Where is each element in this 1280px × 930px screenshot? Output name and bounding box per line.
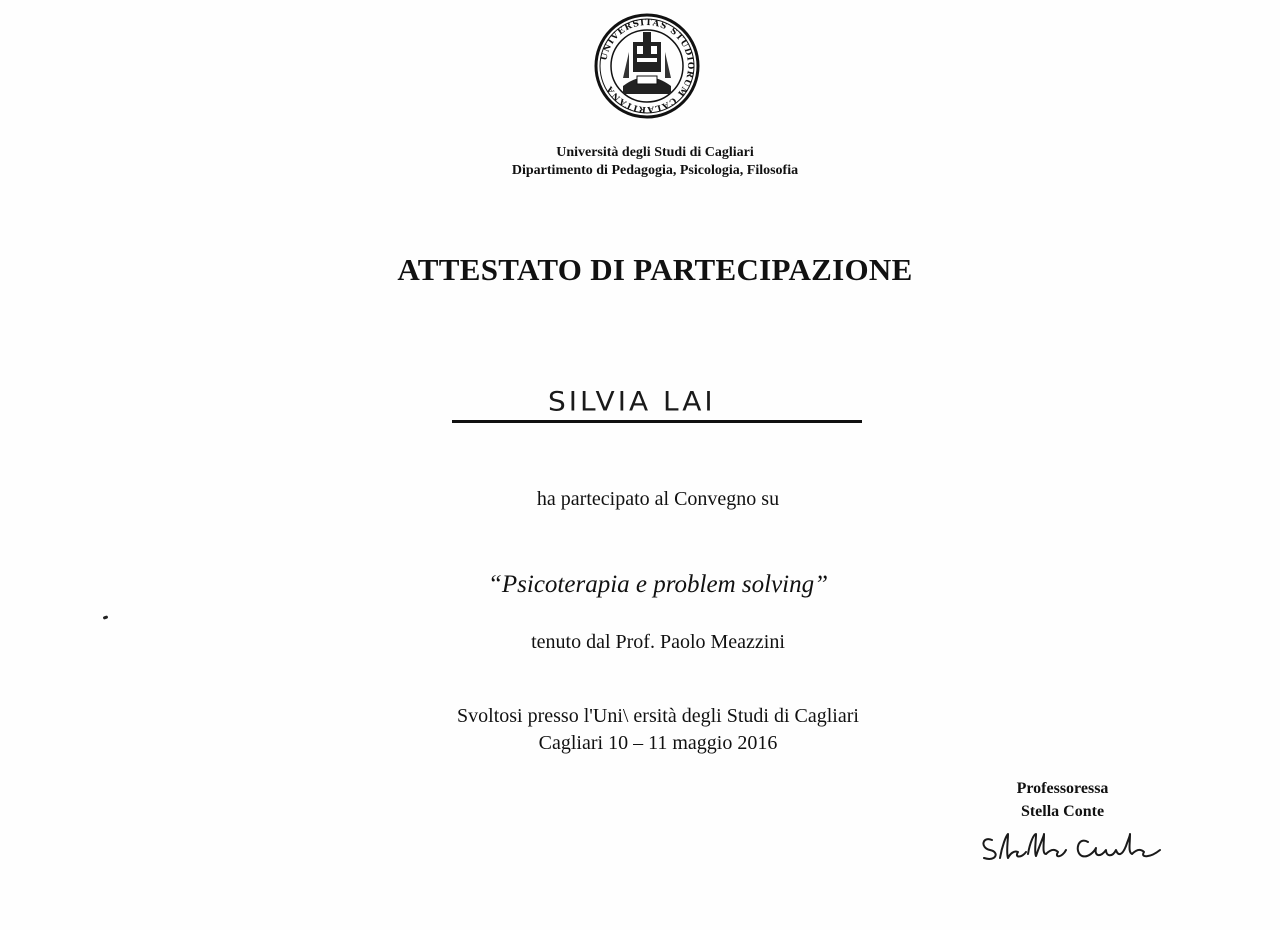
name-underline [452,420,862,423]
institution-name: Università degli Studi di Cagliari [556,145,754,160]
date-text: Cagliari 10 – 11 maggio 2016 [538,732,778,754]
stray-mark [103,615,109,620]
signatory-title: Professoressa [1016,780,1109,797]
university-seal-icon [593,12,701,120]
certificate-title: ATTESTATO DI PARTECIPAZIONE [397,252,913,287]
handwritten-signature [978,828,1183,864]
location-text: Svoltosi presso l'Uni\ ersità degli Studi di Cagliari [457,705,859,727]
held-by-text: tenuto dal Prof. Paolo Meazzini [531,631,785,653]
signatory-name: Stella Conte [1020,803,1105,820]
conference-subject: “Psicoterapia e problem solving” [487,571,829,598]
svg-text:UNIVERSITAS STUDIORUM CALARITA: UNIVERSITAS STUDIORUM CALARITANA [599,17,696,115]
participant-name: SILVIA LAI [548,385,716,418]
department-name: Dipartimento di Pedagogia, Psicologia, Filosofia [511,163,799,178]
participation-text: ha partecipato al Convegno su [536,488,780,510]
